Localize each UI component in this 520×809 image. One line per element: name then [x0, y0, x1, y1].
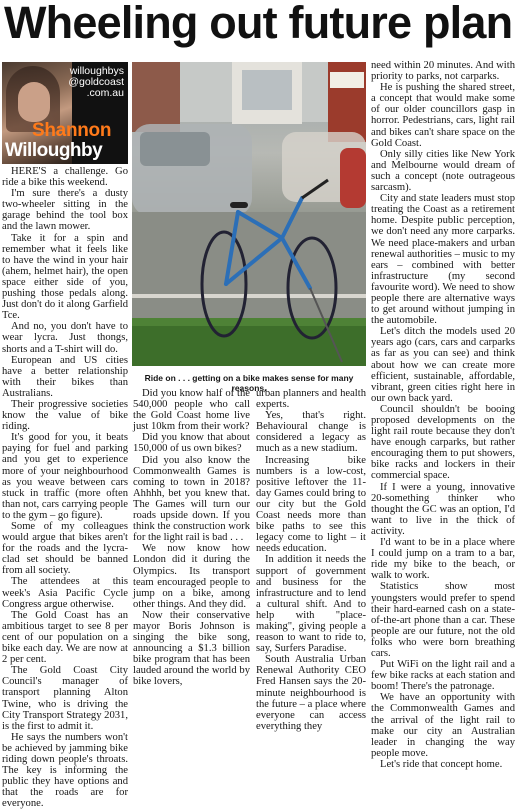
paragraph: He says the numbers won't be achieved by jamming bike riding down people's throats. The key is informing the public they have options and that the roads are for everyone. [2, 731, 128, 809]
paragraph: Yes, that's right. Behavioural change is considered a legacy as much as a new stadium. [256, 410, 366, 455]
email-line-3: .com.au [86, 87, 124, 99]
paragraph: South Australia Urban Renewal Authority CEO Fred Hansen says the 20-minute neighbourhood is the future – a place where everyone can access everything they [256, 654, 366, 732]
columnist-last-name: Willoughby [5, 140, 103, 161]
paragraph: I'd want to be in a place where I could jump on a tram to a bar, ride my bike to the beach, or walk to work. [371, 537, 515, 582]
paragraph: We have an opportunity with the Commonwealth Games and the arrival of the light rail to make our city an Australian leader in changing the way people move. [371, 692, 515, 759]
paragraph: It's good for you, it beats paying for fuel and parking and you get to experience more of your neighbourhood as you weave between cars stuck in traffic (more often than not, cars carrying people to the gym – go figure). [2, 432, 128, 521]
columnist-byline-box [2, 62, 128, 164]
paragraph: need within 20 minutes. And with priority to parks, not carparks. [371, 60, 515, 83]
paragraph: If I were a young, innovative 20-something thinker who thought the GC was an option, I'd want to live in the thick of activity. [371, 481, 515, 537]
paragraph: urban planners and health experts. [256, 388, 366, 411]
columnist-first-name: Shannon [32, 120, 112, 141]
paragraph: The Gold Coast City Council's manager of transport planning Alton Twine, who is driving the City Transport Strategy 2031, is the first to admit it. [2, 665, 128, 732]
bicycle-photo [132, 62, 366, 366]
paragraph: Statistics show most youngsters would prefer to spend their hard-earned cash on a state-of-the-art phone than a car. These people are our future, not the old folks who were born breathing cars. [371, 581, 515, 659]
photo-caption: Ride on . . . getting on a bike makes sense for many reasons. [144, 373, 354, 393]
paragraph: He is pushing the shared street, a concept that would make some of our older councillors gasp in horror. Pedestrians, cars, light rail and bikes can't share space on the Gold Coast. [371, 82, 515, 149]
paragraph: In addition it needs the support of government and business for the infrastructure and to lend a cultural shift. And to help with "place-making", giving people a reason to want to ride to, say, Surfers Paradise. [256, 554, 366, 655]
paragraph: Did you know half of the 540,000 people who call the Gold Coast home live just 10km from their work? [133, 388, 250, 433]
paragraph: Only silly cities like New York and Melbourne would dream of such a concept (note outrageous sarcasm). [371, 148, 515, 194]
paragraph: Increasing bike numbers is a low-cost, positive leftover the 11-day Games could bring to our city but the Gold Coast needs more than bike paths to see this legacy come to light – it needs education. [256, 454, 366, 555]
paragraph: Their progressive societies know the value of bike riding. [2, 398, 128, 433]
paragraph: Some of my colleagues would argue that bikes aren't for the roads and the lycra-clad set should be banned from all society. [2, 521, 128, 577]
article-column-4 [371, 60, 515, 770]
paragraph: The Gold Coast has an ambitious target to see 8 per cent of our population on a bike each day. We are now at 2 per cent. [2, 609, 128, 666]
paragraph: Now their conservative mayor Boris Johnson is singing the bike song, announcing a $1.3 billion bike program that has been lauded around the world by bike lovers, [133, 609, 250, 688]
paragraph: European and US cities have a better relationship with their bikes than Australians. [2, 354, 128, 399]
paragraph: Did you know that about 150,000 of us own bikes? [133, 432, 250, 455]
paragraph: And no, you don't have to wear lycra. Just thongs, shorts and a T-shirt will do. [2, 321, 128, 355]
paragraph: Put WiFi on the light rail and a few bike racks at each station and boom! There's the patronage. [371, 659, 515, 693]
article-column-1 [2, 166, 128, 809]
paragraph: HERE'S a challenge. Go ride a bike this weekend. [2, 166, 128, 189]
columnist-email [58, 66, 124, 99]
paragraph: Did you also know the Commonwealth Games is coming to town in 2018? Ahhhh, bet you knew that. The Games will turn our roads upside down. If you think the construction work for the light rail is bad . . . [133, 454, 250, 544]
email-line-2: @goldcoast [68, 76, 124, 88]
paragraph: We now know how London did it during the Olympics. Its transport team encouraged people to jump on a bike, among other things. And they did. [133, 543, 250, 610]
article-column-3 [256, 388, 366, 732]
headline: Wheeling out future plan [4, 0, 513, 48]
paragraph: Let's ditch the models used 20 years ago (cars, cars and carparks as far as you can see) and think about how we can create more efficient, sustainable, affordable, vibrant, green cities right here in our own back yard. [371, 326, 515, 404]
email-line-1: willoughbys [69, 65, 124, 77]
article-column-2 [133, 388, 250, 688]
paragraph: City and state leaders must stop treating the Coast as a retirement home. Despite public perception, we don't need any more carparks. We need place-makers and urban renewal authorities – music to my ears – combined with better infrastructure (my second favourite word). We need to show people there are alternative ways to get around without jumping in the automobile. [371, 193, 515, 327]
paragraph: I'm sure there's a dusty two-wheeler sitting in the garage behind the tool box and the lawn mower. [2, 188, 128, 233]
bicycle-street-scene [132, 62, 366, 366]
paragraph: The attendees at this week's Asia Pacific Cycle Congress argue otherwise. [2, 576, 128, 610]
paragraph: Let's ride that concept home. [380, 758, 503, 770]
paragraph: Take it for a spin and remember what it feels like to have the wind in your hair (ahem, helmet hair), the open space either side of you, pushing those pedals along. Just don't do it along Garfield Tce. [2, 232, 128, 322]
paragraph: Council shouldn't be booing proposed developments on the light rail route because they don't have enough carparks, but rather encouraging them to put showers, bike racks and lockers in their commercial space. [371, 403, 515, 482]
